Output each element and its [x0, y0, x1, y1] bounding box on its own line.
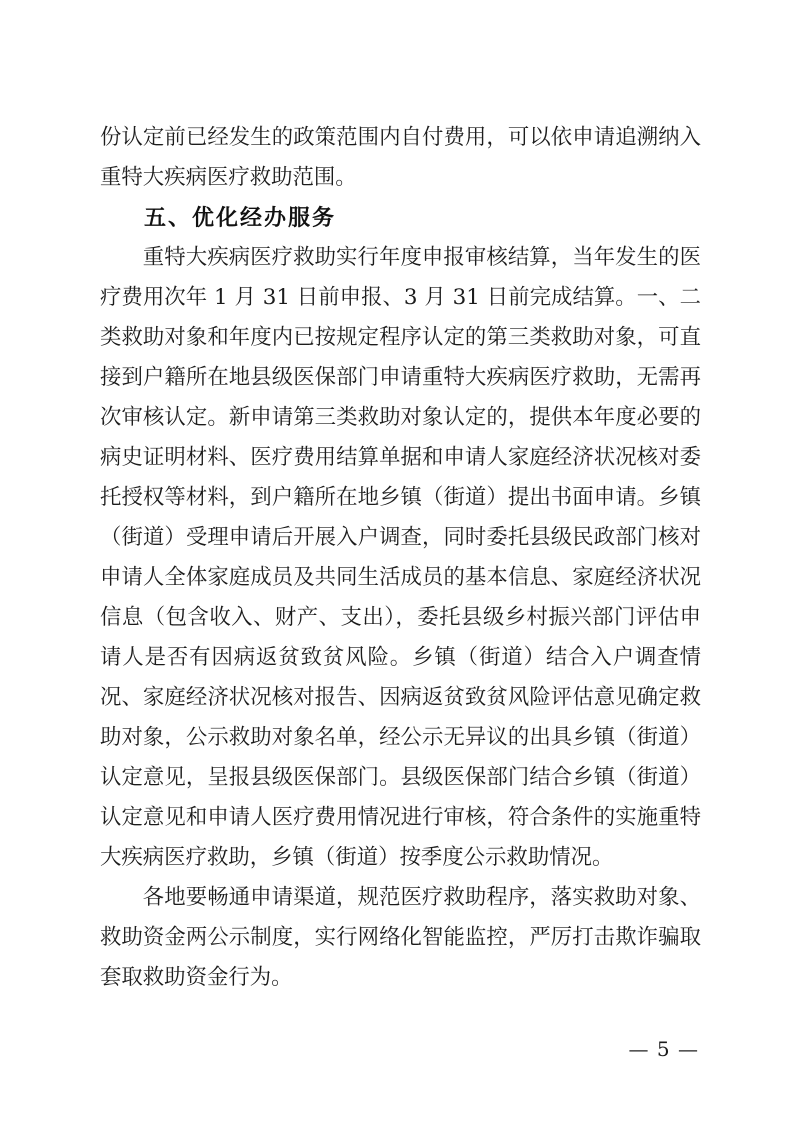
paragraph-continuation: 份认定前已经发生的政策范围内自付费用，可以依申请追溯纳入重特大疾病医疗救助范围。 — [100, 125, 701, 190]
paragraph-closing: 各地要畅通申请渠道，规范医疗救助程序，落实救助对象、救助资金两公示制度，实行网络化智能监控，严厉打击欺诈骗取套取救助资金行为。 — [100, 885, 701, 990]
section-heading: 五、优化经办服务 — [144, 205, 337, 230]
document-body — [100, 118, 701, 998]
paragraph-main: 重特大疾病医疗救助实行年度申报审核结算，当年发生的医疗费用次年 1 月 31 日前申报、3 月 31 日前完成结算。一、二类救助对象和年度内已按规定程序认定的第三类救助对象，可直接到户籍所在地县级医保部门申请重特大疾病医疗救助，无需再次审核认定。新申请第三类救助对象认定的，提供本年度必要的病史证明材料、医疗费用结算单据和申请人家庭经济状况核对委托授权等材料，到户籍所在地乡镇（街道）提出书面申请。乡镇（街道）受理申请后开展入户调查，同时委托县级民政部门核对申请人全体家庭成员及共同生活成员的基本信息、家庭经济状况信息（包含收入、财产、支出），委托县级乡村振兴部门评估申请人是否有因病返贫致贫风险。乡镇（街道）结合入户调查情况、家庭经济状况核对报告、因病返贫致贫风险评估意见确定救助对象，公示救助对象名单，经公示无异议的出具乡镇（街道）认定意见，呈报县级医保部门。县级医保部门结合乡镇（街道）认定意见和申请人医疗费用情况进行审核，符合条件的实施重特大疾病医疗救助，乡镇（街道）按季度公示救助情况。 — [100, 245, 701, 870]
page-number: — 5 — — [628, 1037, 699, 1061]
